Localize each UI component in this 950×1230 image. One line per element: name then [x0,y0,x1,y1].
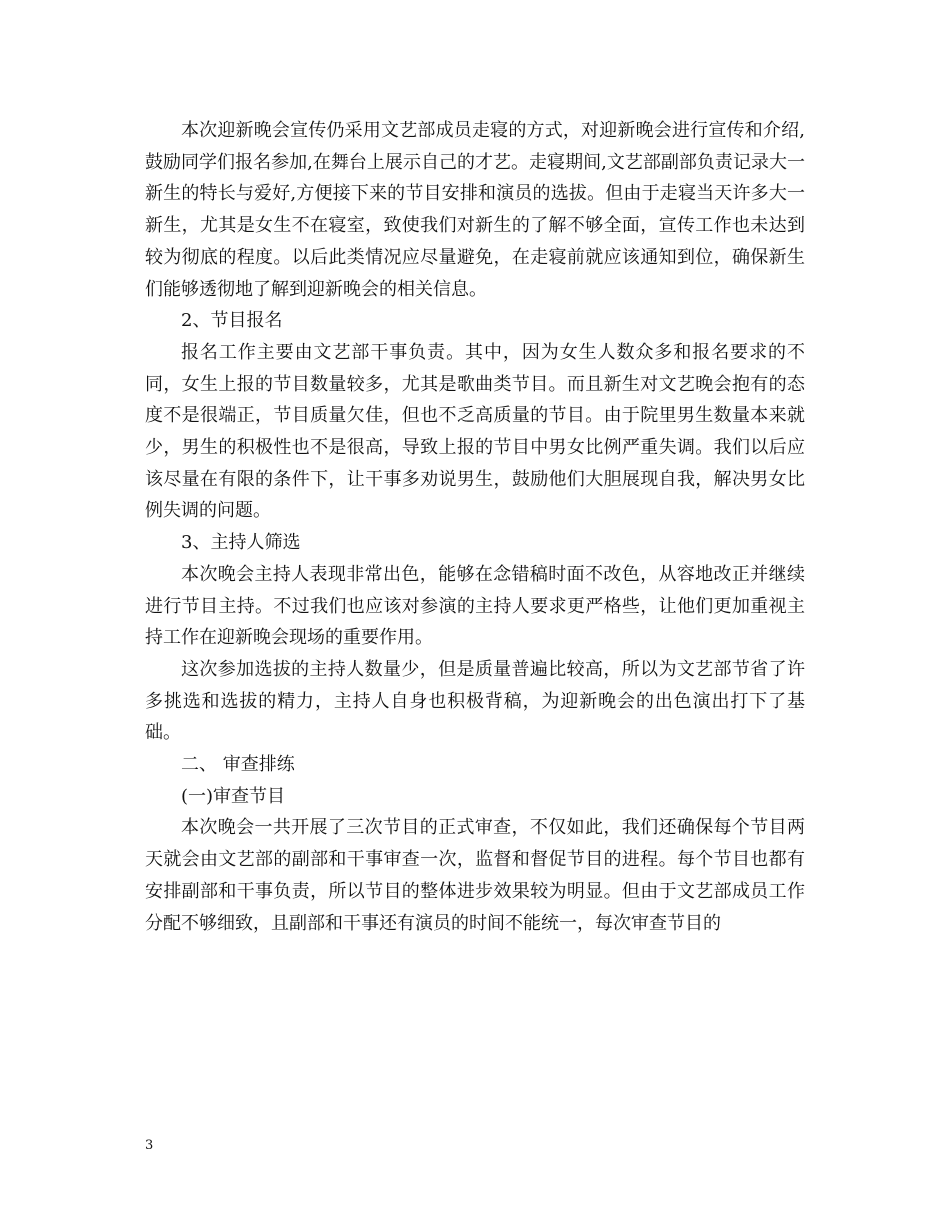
section-heading-program-signup: 2、节目报名 [181,310,283,332]
paragraph-program-signup: 报名工作主要由文艺部干事负责。其中，因为女生人数众多和报名要求的不同，女生上报的节目数量较多，尤其是歌曲类节目。而且新生对文艺晚会抱有的态度不是很端正，节目质量欠佳，但也不乏高质量的节目。由于院里男生数量本来就少，男生的积极性也不是很高，导致上报的节目中男女比例严重失调。我们以后应该尽量在有限的条件下，让干事多劝说男生，鼓励他们大胆展现自我，解决男女比例失调的问题。 [145,341,805,522]
section-heading-host-selection: 3、主持人筛选 [181,532,301,554]
paragraph-host-selection: 这次参加选拔的主持人数量少，但是质量普遍比较高，所以为文艺部节省了许多挑选和选拔的精力，主持人自身也积极背稿，为迎新晚会的出色演出打下了基础。 [145,658,805,744]
page-number: 3 [145,1138,154,1153]
paragraph-program-review: 本次晚会一共开展了三次节目的正式审查，不仅如此，我们还确保每个节目两天就会由文艺部的副部和干事审查一次，监督和督促节目的进程。每个节目也都有安排副部和干事负责，所以节目的整体进步效果较为明显。但由于文艺部成员工作分配不够细致，且副部和干事还有演员的时间不能统一，每次审查节目的 [145,817,805,934]
subsection-heading-program-review: (一)审查节目 [181,785,286,807]
document-body [145,115,805,939]
section-heading-review-rehearsal: 二、 审查排练 [181,754,295,776]
paragraph-host-performance: 本次晚会主持人表现非常出色，能够在念错稿时面不改色，从容地改正并继续进行节目主持。不过我们也应该对参演的主持人要求更严格些，让他们更加重视主持工作在迎新晚会现场的重要作用。 [145,563,805,649]
paragraph-publicity: 本次迎新晚会宣传仍采用文艺部成员走寝的方式，对迎新晚会进行宣传和介绍,鼓励同学们报名参加,在舞台上展示自己的才艺。走寝期间,文艺部副部负责记录大一新生的特长与爱好,方便接下来的节目安排和演员的选拔。但由于走寝当天许多大一新生，尤其是女生不在寝室，致使我们对新生的了解不够全面，宣传工作也未达到较为彻底的程度。以后此类情况应尽量避免，在走寝前就应该通知到位，确保新生们能够透彻地了解到迎新晚会的相关信息。 [145,120,805,300]
